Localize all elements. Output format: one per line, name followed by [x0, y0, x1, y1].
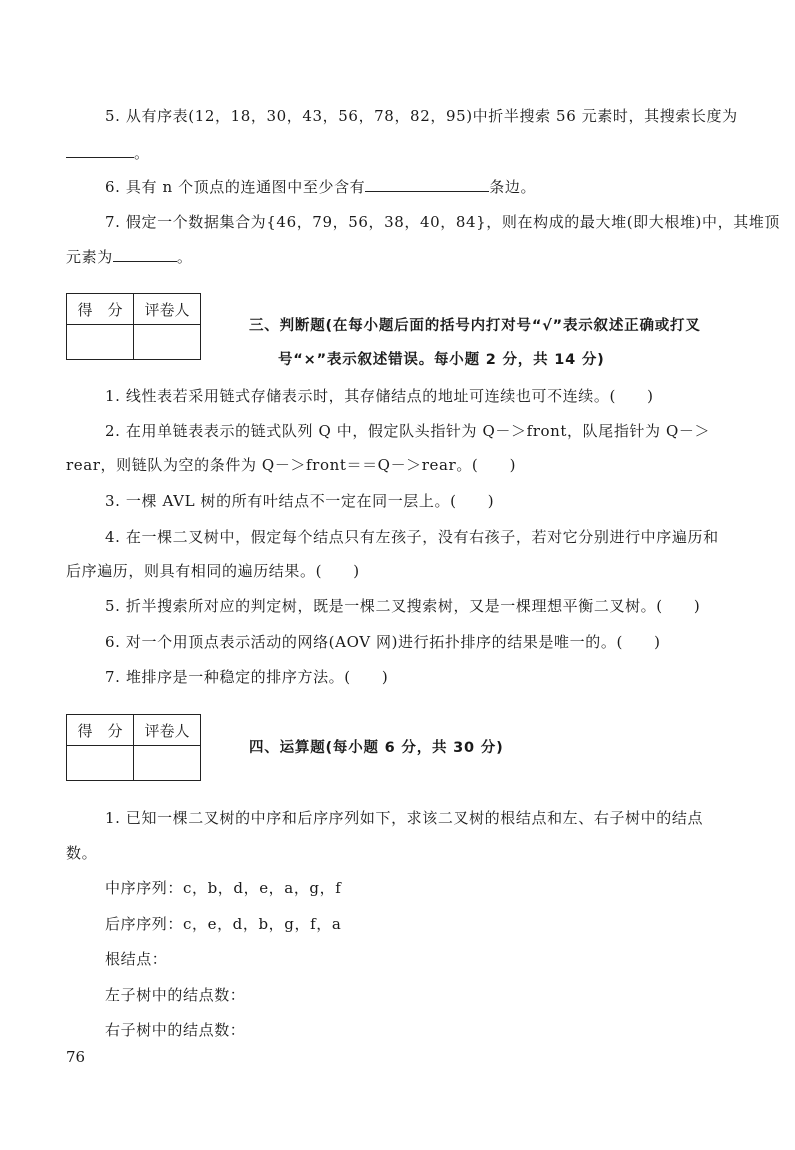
score-box [66, 714, 201, 781]
grader-header: 评卷人 [134, 294, 201, 325]
grader-header: 评卷人 [134, 715, 201, 746]
inorder-sequence: 中序序列：c，b，d，e，a，g，f [105, 879, 342, 897]
tf-item: 2. 在用单链表表示的链式队列 Q 中，假定队头指针为 Q－＞front，队尾指针为 Q－＞ [105, 422, 711, 440]
tf-item: rear，则链队为空的条件为 Q－＞front＝＝Q－＞rear。( ) [66, 456, 517, 474]
question-7-cont: 元素为 [66, 248, 113, 266]
question-5-end: 。 [134, 144, 150, 162]
score-header: 得 分 [67, 294, 134, 325]
question-7-end: 。 [176, 248, 193, 266]
answer-blank[interactable] [113, 247, 177, 262]
section-3-title-line1: 三、判断题(在每小题后面的括号内打对号“√”表示叙述正确或打叉 [249, 318, 701, 334]
right-subtree-label: 右子树中的结点数： [105, 1021, 246, 1039]
page-number: 76 [66, 1048, 86, 1066]
question-7-answer-line [66, 247, 192, 267]
score-cell[interactable] [67, 325, 134, 360]
question-6-text: 6. 具有 n 个顶点的连通图中至少含有 [105, 178, 366, 196]
tf-item: 7. 堆排序是一种稳定的排序方法。( ) [105, 668, 389, 686]
question-6 [105, 177, 536, 197]
section-3-title-line2: 号“×”表示叙述错误。每小题 2 分，共 14 分) [278, 352, 605, 368]
postorder-sequence: 后序序列：c，e，d，b，g，f，a [105, 915, 342, 933]
score-box [66, 293, 201, 360]
score-header: 得 分 [67, 715, 134, 746]
question-5 [105, 106, 738, 126]
answer-blank[interactable] [66, 143, 134, 158]
tf-item: 3. 一棵 AVL 树的所有叶结点不一定在同一层上。( ) [105, 492, 495, 510]
root-answer-label: 根结点： [105, 950, 168, 968]
grader-cell[interactable] [134, 325, 201, 360]
question-5-text: 5. 从有序表(12，18，30，43，56，78，82，95)中折半搜索 56 元素时，其搜索长度为 [105, 107, 738, 125]
tf-item: 后序遍历，则具有相同的遍历结果。( ) [66, 562, 360, 580]
calc-question-1-cont: 数。 [66, 844, 98, 862]
tf-item: 5. 折半搜索所对应的判定树，既是一棵二叉搜索树，又是一棵理想平衡二叉树。( ) [105, 597, 701, 615]
score-cell[interactable] [67, 746, 134, 781]
answer-blank[interactable] [365, 177, 489, 192]
question-7-text: 7. 假定一个数据集合为{46，79，56，38，40，84}，则在构成的最大堆(即大根堆)中，其堆顶 [105, 213, 780, 231]
tf-item: 4. 在一棵二叉树中，假定每个结点只有左孩子，没有右孩子，若对它分别进行中序遍历和 [105, 528, 719, 546]
question-7 [105, 212, 780, 232]
section-4-title: 四、运算题(每小题 6 分，共 30 分) [249, 740, 504, 756]
grader-cell[interactable] [134, 746, 201, 781]
question-5-answer-line [66, 143, 150, 163]
question-6-end: 条边。 [489, 178, 537, 196]
calc-question-1: 1. 已知一棵二叉树的中序和后序序列如下，求该二叉树的根结点和左、右子树中的结点 [105, 809, 704, 827]
tf-item: 6. 对一个用顶点表示活动的网络(AOV 网)进行拓扑排序的结果是唯一的。( ) [105, 633, 661, 651]
left-subtree-label: 左子树中的结点数： [105, 986, 246, 1004]
tf-item: 1. 线性表若采用链式存储表示时，其存储结点的地址可连续也可不连续。( ) [105, 387, 654, 405]
